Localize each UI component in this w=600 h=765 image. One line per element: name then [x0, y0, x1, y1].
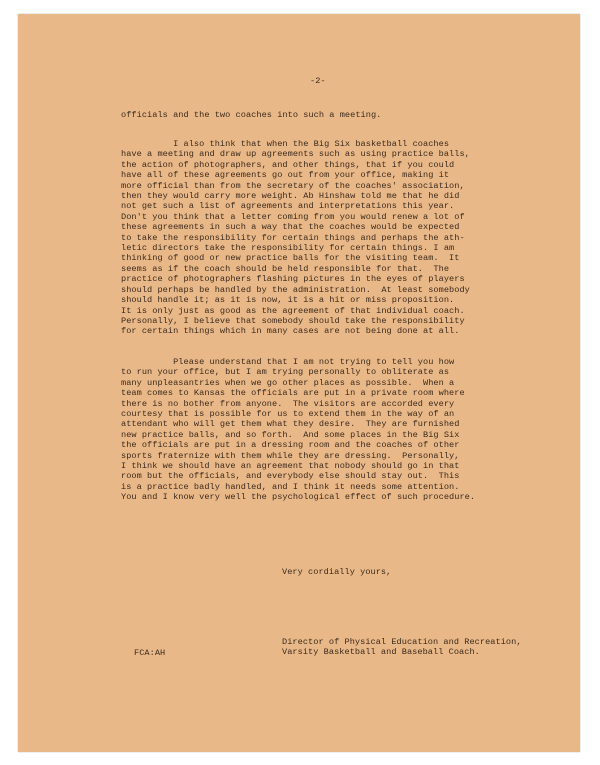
closing-salutation: Very cordially yours, — [282, 567, 392, 577]
signature-title: Director of Physical Education and Recreation, Varsity Basketball and Baseball Coach. — [282, 637, 522, 658]
paragraph-officials: Please understand that I am not trying to tell you how to run your office, but I am trying personally to obliterate as many unpleasantries when we go other places as possible. When a team comes to Kansas the officials are put in a private room where there is no bother from anyone. The visitors are accorded every courtesy that is possible for us to extend them in the way of an attendant who will get them what they desire. They are furnished new practice balls, and so forth. And some places in the Big Six the officials are put in a dressing room and the coaches of other sports fraternize with them while they are dressing. Personally, I think we should have an agreement that nobody should go in that room but the officials, and everybody else should stay out. This is a practice badly handled, and I think it needs some attention. You and I know very well the psychological effect of such procedure. — [121, 357, 476, 503]
page-number: -2- — [310, 76, 326, 86]
paragraph-agreements: I also think that when the Big Six basketball coaches have a meeting and draw up agreements such as using practice balls, the action of photographers, and other things, that if you could have all of these agreements go out from your office, making it more official than from the secretary of the coaches' association, then they would carry more weight. Ab Hinshaw told me that he did not get such a list of agreements and interpretations this year. Don't you think that a letter coming from you would renew a lot of these agreements in such a way that the coaches would be expected to take the responsibility for certain things and perhaps the ath- letic directors take the responsibility for certain things. I am thinking of good or new practice balls for the visiting team. It seems as if the coach should be held responsible for that. The practice of photographers flashing pictures in the eyes of players should perhaps be handled by the administration. At least somebody should handle it; as it is now, it is a hit or miss proposition. It is only just as good as the agreement of that individual coach. Personally, I believe that somebody should take the responsibility for certain things which in many cases are not being done at all. — [121, 139, 470, 337]
letter-page — [18, 14, 580, 752]
reference-initials: FCA:AH — [134, 648, 166, 658]
paragraph-continuation: officials and the two coaches into such a meeting. — [121, 110, 382, 120]
